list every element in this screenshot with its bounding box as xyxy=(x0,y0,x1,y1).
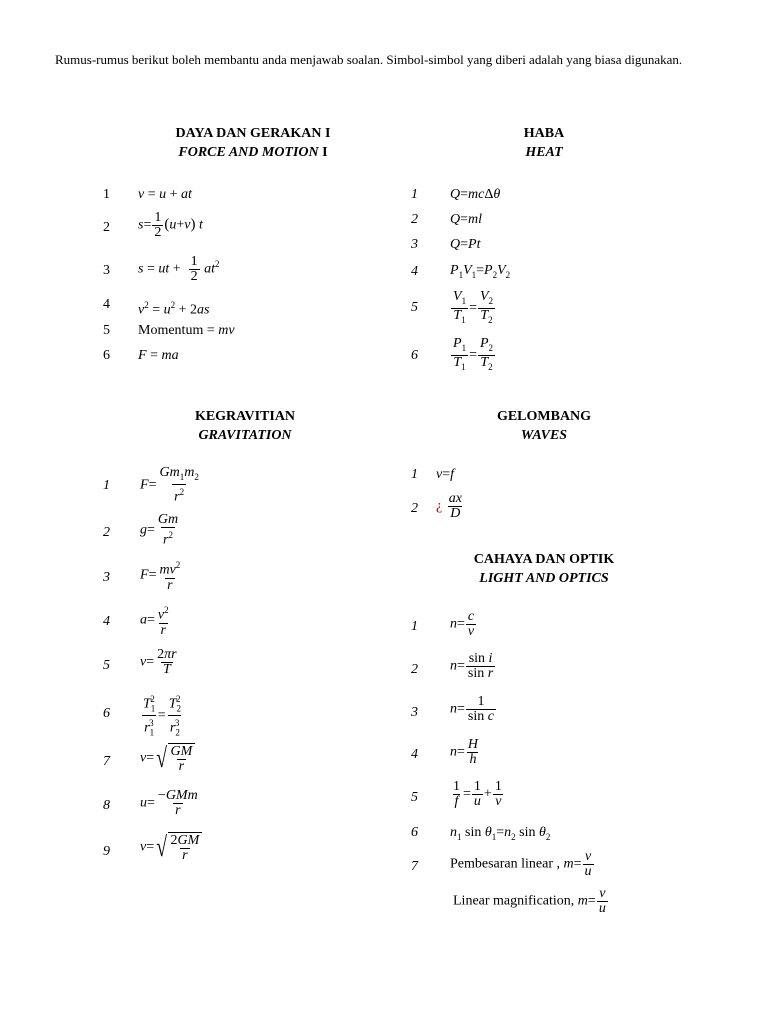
item-number: 2 xyxy=(411,501,418,516)
item-number: 1 xyxy=(411,619,418,634)
equation: F= $\frac{mv^2}{r}$ xyxy=(140,560,181,593)
equation: v = u + at xyxy=(138,187,192,202)
title-ms: HABA xyxy=(523,126,565,141)
item-number: 6 xyxy=(411,825,418,840)
item-number: 5 xyxy=(103,323,110,338)
equation: v=f xyxy=(436,467,455,482)
item-number: 2 xyxy=(411,662,418,677)
title-en: HEAT xyxy=(525,145,563,160)
item-number: 3 xyxy=(411,237,418,252)
title-en: FORCE AND MOTION xyxy=(178,145,319,160)
momentum-label: Momentum = xyxy=(138,323,219,338)
item-number: 1 xyxy=(103,187,110,202)
section-title-waves xyxy=(444,407,644,445)
equation: g= $\frac{Gm}{r^2}$ xyxy=(140,512,179,548)
item-number: 4 xyxy=(411,264,418,279)
magnification-label-ms: Pembesaran linear , xyxy=(450,856,561,872)
equation: $\frac{T_1^2}{r_1^3}$ = $\frac{T_2^2}{r_2^3}$ xyxy=(143,694,181,738)
equation: F = ma xyxy=(138,348,179,363)
equation: s = ut + $\frac{1}{2}$ $at^2$ xyxy=(138,254,220,284)
equation: v= $\frac{2\pi r}{T}$ xyxy=(140,647,177,677)
section-title-heat xyxy=(444,124,644,162)
equation: v= √ $\frac{2GM}{r}$ xyxy=(140,832,202,863)
section-title-light xyxy=(424,550,664,588)
equation: v= √ $\frac{GM}{r}$ xyxy=(140,743,195,774)
equation: n= $\frac{\text{sin i}}{\text{sin r}}$ xyxy=(450,651,494,681)
equation: $\frac{V_1}{T_1}$ = $\frac{V_2}{T_2}$ xyxy=(453,289,494,325)
equation: s= $\frac{1}{2}$ (u+v) t xyxy=(138,210,203,240)
item-number: 8 xyxy=(103,798,110,813)
title-en-suffix: I xyxy=(318,145,328,160)
item-number: 2 xyxy=(411,212,418,227)
item-number: 5 xyxy=(411,300,418,315)
item-number: 1 xyxy=(103,478,110,493)
intro-text: Rumus-rumus berikut boleh membantu anda menjawab soalan. Simbol-simbol yang diberi adalah yang biasa digunakan. xyxy=(55,52,683,67)
equation: $\frac{1}{f}$ = $\frac{1}{u}$ + $\frac{1}{v}$ xyxy=(453,779,502,809)
equation: Pembesaran linear , m= $\frac{v}{u}$ xyxy=(450,849,592,879)
equation: n= $\frac{c}{v}$ xyxy=(450,609,475,639)
equation: Q=mcΔθ xyxy=(450,187,501,202)
item-number: 4 xyxy=(411,747,418,762)
title-ms: CAHAYA DAN OPTIK xyxy=(473,552,615,567)
item-number: 6 xyxy=(103,706,110,721)
equation: Q=Pt xyxy=(450,237,481,252)
item-number: 5 xyxy=(103,658,110,673)
item-number: 9 xyxy=(103,844,110,859)
item-number: 4 xyxy=(103,297,110,312)
item-number: 7 xyxy=(411,859,418,874)
title-ms: KEGRAVITIAN xyxy=(194,409,296,424)
equation: $n_1$ $\sin \theta_1=n_2$ $\sin \theta_2$ xyxy=(450,825,551,842)
item-number: 3 xyxy=(411,705,418,720)
equation: a= $\frac{v^2}{r}$ xyxy=(140,605,169,638)
item-number: 6 xyxy=(103,348,110,363)
item-number: 5 xyxy=(411,790,418,805)
item-number: 6 xyxy=(411,348,418,363)
equation: $v^2 = u^2 + 2as$ xyxy=(138,300,210,318)
equation: n= $\frac{1}{\text{sin c}}$ xyxy=(450,694,494,724)
equation: n= $\frac{H}{h}$ xyxy=(450,737,479,767)
item-number: 2 xyxy=(103,220,110,235)
section-title-force xyxy=(110,124,396,162)
item-number: 4 xyxy=(103,614,110,629)
equation: $\frac{P_1}{T_1}$ = $\frac{P_2}{T_2}$ xyxy=(453,336,494,372)
title-en: GRAVITATION xyxy=(198,428,292,443)
equation: Linear magnification, m= $\frac{v}{u}$ xyxy=(453,886,606,916)
title-en: WAVES xyxy=(520,428,568,443)
equation: u= $\frac{\text{−GMm}}{r}$ xyxy=(140,788,198,818)
title-ms: GELOMBANG xyxy=(496,409,592,424)
item-number: 3 xyxy=(103,570,110,585)
item-number: 2 xyxy=(103,525,110,540)
equation: Q=ml xyxy=(450,212,483,227)
title-ms: DAYA DAN GERAKAN I xyxy=(175,126,331,141)
title-en: LIGHT AND OPTICS xyxy=(479,571,609,586)
item-number: 1 xyxy=(411,187,418,202)
section-title-gravitation xyxy=(145,407,345,445)
magnification-label-en: Linear magnification, xyxy=(453,893,575,909)
item-number: 1 xyxy=(411,467,418,482)
item-number: 3 xyxy=(103,263,110,278)
unknown-char: ¿ xyxy=(436,498,443,514)
equation: $P_1V_1=P_2V_2$ xyxy=(450,263,511,280)
item-number: 7 xyxy=(103,754,110,769)
equation: Momentum = mv xyxy=(138,323,235,338)
equation: ¿ $\frac{ax}{D}$ xyxy=(436,491,462,521)
equation: F= $\frac{Gm_1m_2}{r^2}$ xyxy=(140,465,199,505)
